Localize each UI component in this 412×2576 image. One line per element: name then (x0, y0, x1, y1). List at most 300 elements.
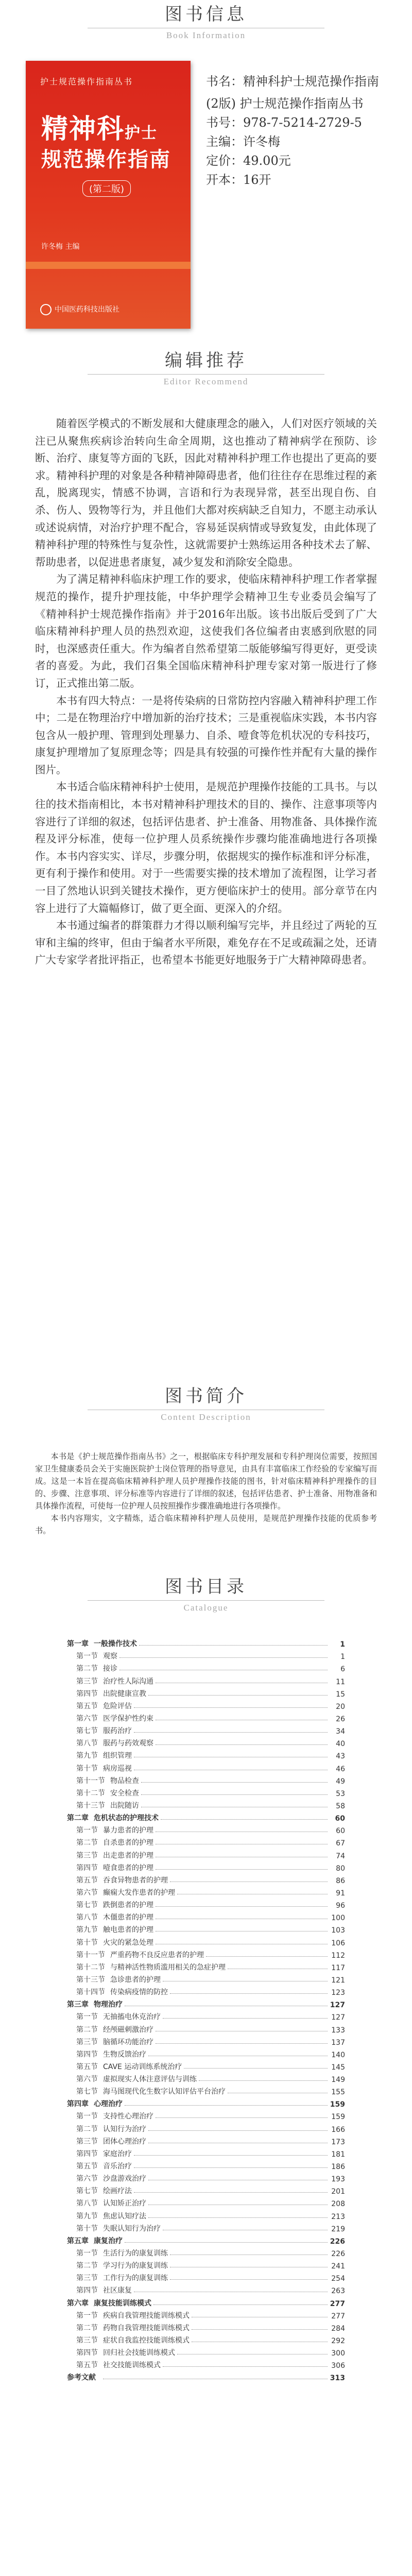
toc-title: 急诊患者的护理 (110, 1975, 161, 1984)
toc-page: 86 (336, 1876, 345, 1885)
toc-leader (153, 2304, 328, 2305)
toc-number: 第一节 (76, 1826, 98, 1835)
toc-title: 绘画疗法 (103, 2187, 132, 2196)
editor-paragraph: 本书有四大特点：一是将传染病的日常防控内容融入精神科护理工作中；二是在物理治疗中增加新的治疗技术；三是重视临床实践，本书内容包含从一般护理、管理到处理暴力、自杀、噎食等危机状况的专科技巧，康复护理增加了复原理念等；四是具有较强的可操作性并配有大量的操作图片。 (35, 694, 377, 776)
field-label: 主编： (206, 134, 243, 149)
editor-subtitle: Editor Recommend (163, 377, 249, 386)
toc-number: 第三节 (76, 1851, 98, 1860)
toc-page: 159 (330, 2100, 345, 2109)
toc-title: 危机状态的护理技术 (94, 1814, 159, 1823)
toc-number: 第七节 (76, 2088, 98, 2096)
toc-page: 219 (331, 2225, 345, 2233)
toc-number: 第二章 (67, 1814, 89, 1823)
toc-title: 触电患者的护理 (103, 1926, 153, 1935)
toc-page: 208 (331, 2200, 345, 2209)
toc-chapter-row (67, 1997, 345, 2009)
toc-page: 133 (331, 2026, 345, 2035)
toc-title: 安全检查 (110, 1789, 139, 1798)
toc-number: 第四节 (76, 1863, 98, 1872)
toc-page: 201 (331, 2188, 345, 2196)
toc-number: 参考文献 (67, 2374, 96, 2382)
cover-author: 许冬梅 主编 (41, 243, 80, 251)
field-value: 978-7-5214-2729-5 (243, 115, 362, 130)
toc-number: 第五章 (67, 2236, 89, 2245)
toc-section-row (67, 1823, 345, 1835)
toc-page: 292 (331, 2337, 345, 2346)
toc-page: 277 (330, 2299, 345, 2308)
toc-title: 认知行为治疗 (103, 2125, 146, 2133)
toc-page: 112 (331, 1951, 345, 1960)
toc-number: 第八节 (76, 2199, 98, 2208)
toc-number: 第十三节 (76, 1975, 105, 1984)
toc-section-row (67, 1673, 345, 1686)
toc-section-row (67, 2022, 345, 2034)
toc-leader (156, 2043, 328, 2044)
toc-page: 173 (331, 2138, 345, 2146)
toc-title: 团体心理治疗 (103, 2137, 146, 2146)
toc-page: 15 (336, 1690, 345, 1699)
book-info-header (0, 4, 412, 41)
toc-section-row (67, 1786, 345, 1798)
toc-title: 木僵患者的护理 (103, 1913, 153, 1922)
cover-title-sub: 规范操作指南 (41, 148, 171, 172)
toc-number: 第二节 (76, 2262, 98, 2270)
toc-title: 焦虑认知疗法 (103, 2212, 146, 2221)
toc-title: 沙盘游戏治疗 (103, 2175, 146, 2183)
toc-title: 无抽搐电休克治疗 (103, 2013, 161, 2022)
toc-number: 第十四节 (76, 1988, 105, 1997)
cover-publisher-name: 中国医药科技出版社 (55, 306, 119, 314)
toc-title: 海马图现代化生数字认知评估平台治疗 (103, 2088, 226, 2096)
toc-title: 癫痫大发作患者的护理 (103, 1888, 175, 1897)
toc-page: 300 (331, 2349, 345, 2358)
book-info-fields (206, 72, 407, 190)
toc-number: 第七节 (76, 2187, 98, 2196)
toc-page: 284 (331, 2324, 345, 2333)
toc-section-row (67, 1699, 345, 1711)
toc-section-row (67, 2358, 345, 2370)
toc-title: 认知矫正治疗 (103, 2199, 146, 2208)
toc-page: 11 (336, 1677, 345, 1686)
toc-section-row (67, 1760, 345, 1773)
toc-section-row (67, 2159, 345, 2171)
toc-number: 第十二节 (76, 1789, 105, 1798)
toc-leader (134, 2155, 328, 2156)
toc-section-row (67, 1985, 345, 1997)
cover-publisher (40, 304, 119, 315)
toc-leader (206, 1956, 328, 1957)
toc-number: 第二节 (76, 2025, 98, 2034)
book-info-title: 图书信息 (165, 4, 247, 25)
toc-page: 49 (336, 1777, 345, 1786)
editor-paragraph: 为了满足精神科临床护理工作的要求，使临床精神科护理工作者掌握规范的操作，提升护理技能，中华护理学会精神卫生专业委员会编写了《精神科护士规范操作指南》并于2016年出版。该书出版后受到了广大临床精神科护理人员的热烈欢迎，这使我们各位编者由衷感到欣慰的同时，也深感责任重大。作为编者自然希望第二版能够编写得更好，更受读者的喜爱。为此，我们召集全国临床精神科护理专家对第一版进行了修订，正式推出第二版。 (35, 573, 377, 689)
toc-section-row (67, 2134, 345, 2146)
toc-title: 药物自我管理技能训练模式 (103, 2324, 190, 2332)
toc-title: 服药与药效观察 (103, 1739, 153, 1748)
toc-number: 第四节 (76, 1689, 98, 1698)
toc-chapter-row (67, 2096, 345, 2109)
toc-title: 观察 (103, 1652, 117, 1661)
toc-page: 117 (331, 1963, 345, 1972)
toc-title: 与精神活性物质滥用相关的急症护理 (110, 1963, 226, 1972)
toc-section-row (67, 1897, 345, 1910)
toc-title: 组织管理 (103, 1752, 132, 1760)
toc-title: 出院随访 (110, 1801, 139, 1810)
toc-page: 306 (331, 2362, 345, 2370)
toc-page: 20 (336, 1702, 345, 1711)
toc-number: 第三节 (76, 2274, 98, 2283)
toc-title: 家庭治疗 (103, 2149, 132, 2158)
cover-title-main (41, 107, 158, 146)
toc-section-row (67, 2283, 345, 2295)
toc-number: 第八节 (76, 1913, 98, 1922)
toc-number: 第九节 (76, 1926, 98, 1935)
toc-leader (125, 2105, 328, 2106)
toc-title: 跌倒患者的护理 (103, 1901, 153, 1910)
catalogue-subtitle: Catalogue (183, 1603, 229, 1613)
toc-title: 出院健康宣教 (103, 1689, 146, 1698)
toc-number: 第六节 (76, 1888, 98, 1897)
field-title-cont (206, 94, 407, 113)
toc-page: 186 (331, 2163, 345, 2172)
toc-section-row (67, 2246, 345, 2258)
toc-number: 第十节 (76, 2224, 98, 2233)
toc-number: 第四节 (76, 2149, 98, 2158)
toc-section-row (67, 1711, 345, 1723)
toc-number: 第六节 (76, 2075, 98, 2084)
toc-number: 第四章 (67, 2100, 89, 2109)
field-value: 16开 (243, 173, 271, 187)
toc-title: CAVE 运动训练系统治疗 (103, 2062, 182, 2071)
field-label: 定价： (206, 154, 243, 168)
toc-title: 传染病疫情的防控 (110, 1988, 168, 1997)
toc-page: 166 (331, 2125, 345, 2134)
toc-section-row (67, 2308, 345, 2320)
toc-number: 第十二节 (76, 1963, 105, 1972)
toc-title: 物理治疗 (94, 2001, 123, 2009)
toc-leader (134, 1732, 328, 1733)
toc-number: 第三节 (76, 2137, 98, 2146)
toc-leader (148, 1695, 328, 1696)
field-value: (2版) 护士规范操作指南丛书 (206, 96, 364, 111)
toc-title: 失眠认知行为治疗 (103, 2224, 161, 2233)
toc-number: 第一章 (67, 1640, 89, 1649)
toc-title: 噎食患者的护理 (103, 1863, 153, 1872)
toc-page: 60 (335, 1815, 345, 1823)
toc-title: 虚拟现实人体注意评估与训练 (103, 2075, 197, 2084)
toc-section-row (67, 1960, 345, 1972)
synopsis-paragraph: 本书是《护士规范操作指南丛书》之一，根据临床专科护理发展和专科护理岗位需要，按照国家卫生健康委员会关于实施医院护士岗位管理的指导意见，由具有丰富临床工作经验的专家编写而成。这是一本旨在提高临床精神科护理人员护理操作技能的图书，针对临床精神科护理操作的目的、步骤、注意事项、评分标准等内容进行了详细的叙述，包括评估患者、护士准备、用物准备和具体操作流程，可使每一位护理人员按照操作步骤准确地进行各项操作。 (35, 1452, 377, 1511)
toc-leader (161, 1819, 328, 1820)
toc-leader (163, 2366, 328, 2367)
toc-number: 第四节 (76, 2286, 98, 2295)
toc-number: 第八节 (76, 1739, 98, 1748)
toc-section-row (67, 2270, 345, 2283)
toc-number: 第五节 (76, 2062, 98, 2071)
toc-number: 第九节 (76, 2212, 98, 2221)
toc-section-row (67, 1885, 345, 1897)
toc-section-row (67, 2221, 345, 2233)
toc-title: 病房巡视 (103, 1764, 132, 1773)
toc-number: 第十节 (76, 1938, 98, 1947)
toc-section-row (67, 2258, 345, 2270)
toc-number: 第六节 (76, 1714, 98, 1723)
toc-title: 火灾的紧急处理 (103, 1938, 153, 1947)
cover-series: 护士规范操作指南丛书 (40, 77, 133, 87)
field-editor (206, 132, 407, 151)
toc-title: 工作行为的康复训练 (103, 2274, 168, 2283)
toc-number: 第十一节 (76, 1951, 105, 1959)
toc-page: 241 (331, 2262, 345, 2271)
toc-section-row (67, 1848, 345, 1860)
toc-page: 127 (331, 2013, 345, 2022)
toc-leader (139, 1645, 328, 1646)
toc-section-row (67, 2121, 345, 2133)
toc-section-row (67, 2333, 345, 2345)
toc-number: 第一节 (76, 2249, 98, 2258)
toc-section-row (67, 1686, 345, 1699)
toc-page: 91 (336, 1889, 345, 1897)
toc-section-row (67, 1748, 345, 1760)
toc-page: 159 (331, 2113, 345, 2122)
toc-page: 106 (331, 1939, 345, 1947)
toc-title: 危险评估 (103, 1702, 132, 1710)
toc-chapter-row (67, 1810, 345, 1823)
editor-title: 编辑推荐 (165, 350, 247, 371)
toc-page: 40 (336, 1740, 345, 1749)
toc-number: 第六章 (67, 2299, 89, 2308)
toc-title: 吞食异物患者的护理 (103, 1876, 168, 1885)
toc-chapter-row (67, 1636, 345, 1649)
toc-title: 音乐治疗 (103, 2162, 132, 2171)
toc-leader (156, 1869, 328, 1870)
table-of-contents (67, 1636, 345, 2382)
toc-leader (134, 2192, 328, 2193)
toc-section-row (67, 1947, 345, 1960)
toc-leader (134, 2167, 328, 2168)
toc-number: 第二节 (76, 2324, 98, 2332)
toc-page: 277 (331, 2312, 345, 2320)
toc-section-row (67, 2208, 345, 2221)
editor-paragraph: 本书适合临床精神科护士使用，是规范护理操作技能的工具书。与以往的技术指南相比，本书对精神科护理技术的目的、操作、注意事项等内容进行了详细的叙述，包括评估患者、护士准备、用物准备、具体操作流程及评分标准，使每一位护理人员系统操作步骤均能准确地进行各项操作。本书内容实实、详尽，步骤分明，依据规实的操作标准和评分标准，更有利于操作和使用。对于一些需要实操的技术增加了流程图，让学习者一目了然地认识到关键技术操作，更方便临床护士的使用。部分章节在内容上进行了大篇幅修订，做了更全面、更深入的介绍。 (35, 781, 377, 914)
toc-section-row (67, 2320, 345, 2333)
toc-leader (134, 1707, 328, 1708)
toc-page: 155 (331, 2088, 345, 2097)
catalogue-header (0, 1577, 412, 1613)
toc-title: 症状自我监控技能训练模式 (103, 2336, 190, 2345)
toc-page: 121 (331, 1976, 345, 1985)
toc-section-row (67, 2183, 345, 2196)
toc-section-row (67, 1873, 345, 1885)
toc-page: 43 (336, 1752, 345, 1761)
toc-leader (141, 1794, 328, 1795)
field-label: 书号： (206, 115, 243, 130)
toc-page: 254 (331, 2275, 345, 2283)
toc-title: 严重药物不良反应患者的护理 (110, 1951, 204, 1959)
toc-section-row (67, 2109, 345, 2121)
toc-section-row (67, 1910, 345, 1922)
toc-section-row (67, 2059, 345, 2072)
toc-number: 第一节 (76, 2013, 98, 2022)
toc-number: 第三节 (76, 2336, 98, 2345)
toc-section-row (67, 1835, 345, 1848)
field-isbn (206, 113, 407, 132)
field-format (206, 171, 407, 190)
toc-section-row (67, 2009, 345, 2022)
cover-title-text: 精神科 (41, 114, 125, 145)
toc-section-row (67, 1798, 345, 1810)
toc-title: 经颅磁刺激治疗 (103, 2025, 153, 2034)
toc-title: 康复治疗 (94, 2236, 123, 2245)
toc-leader (199, 2080, 328, 2081)
toc-title: 自杀患者的护理 (103, 1839, 153, 1848)
synopsis-subtitle: Content Description (161, 1412, 251, 1422)
toc-page: 26 (336, 1715, 345, 1723)
publisher-logo-icon (40, 304, 52, 315)
toc-title: 康复技能训练模式 (94, 2299, 151, 2308)
toc-page: 181 (331, 2150, 345, 2159)
cover-title-nurse: 护士 (125, 124, 158, 142)
toc-leader (125, 2242, 328, 2243)
book-cover (26, 61, 191, 329)
toc-title: 社区康复 (103, 2286, 132, 2295)
toc-section-row (67, 1935, 345, 1947)
toc-number: 第五节 (76, 2361, 98, 2370)
toc-page: 96 (336, 1902, 345, 1910)
toc-number: 第五节 (76, 2162, 98, 2171)
field-title (206, 72, 407, 91)
toc-number: 第三节 (76, 1677, 98, 1686)
toc-section-row (67, 2146, 345, 2159)
toc-page: 127 (330, 2001, 345, 2010)
toc-page: 58 (336, 1802, 345, 1810)
toc-number: 第六节 (76, 2175, 98, 2183)
toc-section-row (67, 1736, 345, 1748)
synopsis-body (35, 1450, 377, 1537)
divider (88, 1600, 324, 1601)
toc-number: 第四节 (76, 2349, 98, 2358)
field-value: 49.00元 (243, 154, 291, 168)
toc-title: 服药治疗 (103, 1727, 132, 1736)
toc-page: 46 (336, 1765, 345, 1773)
toc-leader (156, 1744, 328, 1745)
toc-number: 第一节 (76, 2311, 98, 2320)
toc-section-row (67, 2171, 345, 2183)
synopsis-paragraph: 本书内容翔实，文字精炼，适合临床精神科护理人员使用，是规范护理操作技能的优质参考书。 (35, 1514, 377, 1535)
book-info-subtitle: Book Information (166, 30, 246, 40)
toc-title: 心理治疗 (94, 2100, 123, 2109)
toc-page: 100 (331, 1914, 345, 1923)
toc-leader (170, 2279, 328, 2280)
toc-number: 第一节 (76, 1652, 98, 1661)
synopsis-title: 图书简介 (165, 1386, 247, 1406)
toc-number: 第三节 (76, 2038, 98, 2046)
editor-paragraph: 本书通过编者的群策群力才得以顺利编写完毕，并且经过了两轮的互审和主编的终审，但由于编者水平所限，难免存在不足或疏漏之处，还请广大专家学者批评指正，也希望本书能更好地服务于广大精神障碍患者。 (35, 919, 377, 967)
editor-paragraph: 随着医学模式的不断发展和大健康理念的融入，人们对医疗领域的关注已从聚焦疾病诊治转向生命全周期，这也推动了精神病学在预防、诊断、治疗、康复等方面的飞跃，因此对精神科护理工作也提出了更高的要求。精神科护理的对象是各种精神障碍患者，他们往往存在思维过程的紊乱，脱离现实，情感不协调，言语和行为表现异常，甚至出现自伤、自杀、伤人、毁物等行为，并且他们大都对疾病缺乏自知力，不愿主动承认或述说病情，对治疗护理不配合，容易延误病情或导致复发，由此体现了精神科护理的特殊性与复杂性，这就需要护士熟练运用各种技术去了解、帮助患者，以促进患者康复，减少复发和消除安全隐患。 (35, 417, 377, 568)
toc-page: 145 (331, 2063, 345, 2072)
toc-page: 140 (331, 2050, 345, 2059)
toc-number: 第四节 (76, 2050, 98, 2059)
cover-band (26, 262, 191, 269)
toc-title: 疾病自我管理技能训练模式 (103, 2311, 190, 2320)
toc-title: 脑循环功能治疗 (103, 2038, 153, 2046)
toc-leader (184, 2068, 328, 2069)
toc-title: 一般操作技术 (94, 1640, 137, 1649)
toc-section-row (67, 2072, 345, 2084)
toc-number: 第七节 (76, 1727, 98, 1736)
toc-number: 第十三节 (76, 1801, 105, 1810)
toc-title: 出走患者的护理 (103, 1851, 153, 1860)
toc-leader (141, 1782, 328, 1783)
toc-title: 生活行为的康复训练 (103, 2249, 168, 2258)
toc-leader (148, 2217, 328, 2218)
toc-title: 治疗性人际沟通 (103, 1677, 153, 1686)
toc-page: 34 (336, 1727, 345, 1736)
toc-page: 1 (340, 1640, 345, 1649)
toc-title: 暴力患者的护理 (103, 1826, 153, 1835)
toc-number: 第二节 (76, 1839, 98, 1848)
toc-page: 263 (331, 2287, 345, 2296)
toc-section-row (67, 1773, 345, 1786)
toc-chapter-row (67, 2295, 345, 2308)
toc-leader (170, 1993, 328, 1994)
toc-section-row (67, 2196, 345, 2208)
toc-number: 第二节 (76, 2125, 98, 2133)
toc-section-row (67, 2345, 345, 2358)
toc-number: 第十节 (76, 1764, 98, 1773)
toc-leader (119, 1657, 328, 1658)
field-label: 书名： (206, 74, 243, 89)
toc-chapter-row (67, 2233, 345, 2246)
toc-page: 123 (331, 1989, 345, 1997)
toc-leader (163, 2018, 328, 2019)
toc-chapter-row (67, 2370, 345, 2382)
toc-title: 学习行为的康复训练 (103, 2262, 168, 2270)
toc-leader (156, 2117, 328, 2118)
toc-leader (192, 2329, 328, 2330)
divider (88, 374, 324, 375)
toc-page: 103 (331, 1926, 345, 1935)
toc-number: 第五节 (76, 1702, 98, 1710)
toc-leader (156, 1906, 328, 1907)
field-price (206, 151, 407, 171)
toc-section-row (67, 1661, 345, 1673)
toc-page: 53 (336, 1789, 345, 1798)
toc-title: 医学保护性约束 (103, 1714, 153, 1723)
toc-page: 226 (330, 2237, 345, 2246)
toc-page: 137 (331, 2038, 345, 2047)
toc-page: 193 (331, 2175, 345, 2184)
toc-section-row (67, 2035, 345, 2047)
field-value: 精神科护士规范操作指南 (243, 74, 379, 89)
toc-section-row (67, 1649, 345, 1661)
editor-body (35, 415, 377, 969)
toc-section-row (67, 1723, 345, 1736)
toc-title: 生物反馈治疗 (103, 2050, 146, 2059)
toc-section-row (67, 2047, 345, 2059)
toc-page: 80 (336, 1864, 345, 1873)
synopsis-header (0, 1386, 412, 1422)
toc-title: 接诊 (103, 1665, 117, 1673)
editor-header (0, 350, 412, 387)
toc-page: 67 (336, 1839, 345, 1848)
toc-section-row (67, 1922, 345, 1935)
toc-page: 6 (340, 1665, 345, 1674)
toc-number: 第十一节 (76, 1776, 105, 1785)
toc-number: 第七节 (76, 1901, 98, 1910)
toc-leader (148, 2130, 328, 2131)
toc-section-row (67, 2084, 345, 2096)
